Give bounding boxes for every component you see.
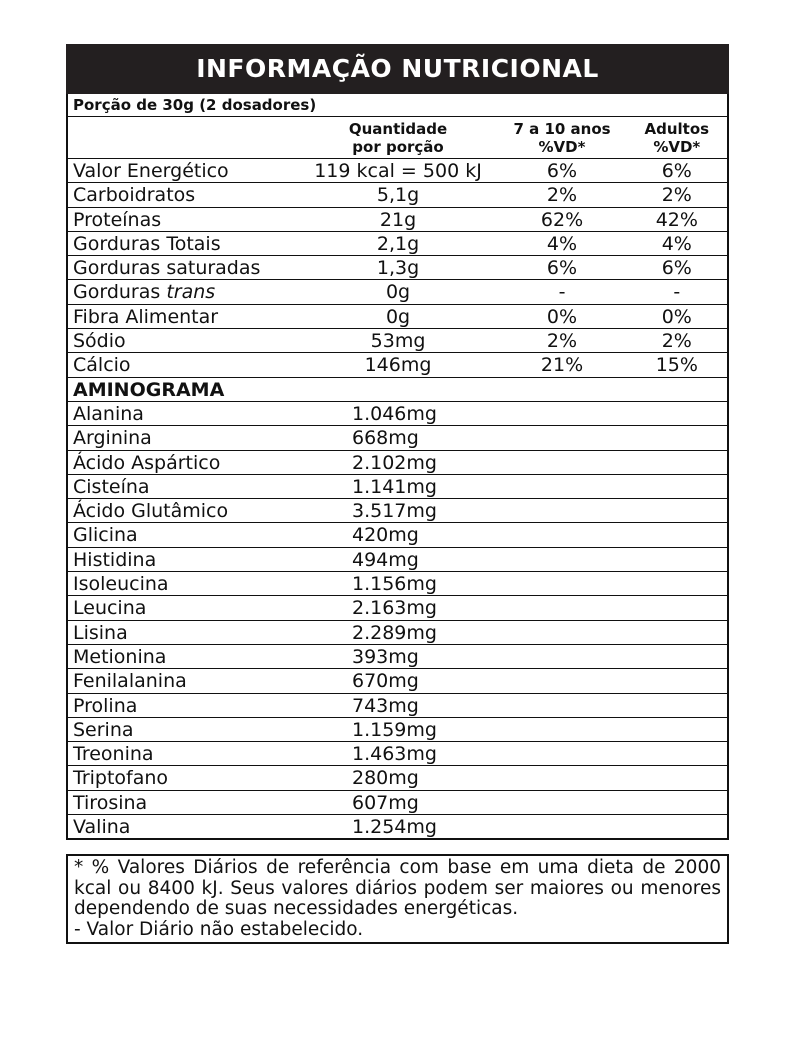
aminogram-row [68, 644, 727, 668]
aminogram-row [68, 741, 727, 765]
nutrient-vd-kids: 0% [546, 305, 578, 328]
nutrient-quantity: 146mg [364, 354, 432, 377]
aminogram-row [68, 450, 727, 474]
nutrient-quantity: 0g [385, 305, 411, 328]
nutrient-row [68, 255, 727, 279]
nutrient-vd-adults: 15% [655, 354, 698, 377]
amino-name: Lisina [73, 621, 128, 644]
header-adults-line2: %VD* [653, 137, 701, 156]
nutrient-vd-kids: 4% [546, 232, 578, 255]
aminogram-row [68, 668, 727, 692]
portion-row [68, 94, 727, 116]
amino-quantity: 420mg [352, 524, 419, 547]
nutrient-row [68, 158, 727, 182]
nutrient-vd-kids: 62% [540, 208, 584, 231]
header-quantity [299, 117, 498, 158]
amino-name: Metionina [73, 645, 167, 668]
amino-quantity: 1.254mg [352, 816, 437, 839]
header-blank [68, 117, 299, 158]
nutrient-vd-adults: - [673, 281, 681, 304]
amino-quantity: 280mg [352, 767, 419, 790]
amino-quantity: 494mg [352, 548, 419, 571]
nutrient-row [68, 328, 727, 352]
nutrient-name: Cálcio [73, 354, 131, 377]
aminogram-row [68, 474, 727, 498]
aminogram-row [68, 790, 727, 814]
nutrient-quantity: 1,3g [376, 257, 420, 280]
nutrient-vd-kids: - [558, 281, 566, 304]
aminogram-row [68, 522, 727, 546]
nutrition-label [66, 44, 729, 944]
amino-quantity: 670mg [352, 670, 419, 693]
aminogram-heading: AMINOGRAMA [73, 378, 225, 401]
nutrient-vd-adults: 0% [661, 305, 692, 328]
nutrient-name-base: Gorduras [73, 281, 167, 304]
footnote-not-established: - Valor Diário não estabelecido. [74, 918, 364, 940]
footnote-box [66, 854, 729, 944]
header-adults-line1: Adultos [644, 119, 710, 138]
nutrient-row [68, 207, 727, 231]
header-quantity-line1: Quantidade [348, 119, 448, 138]
amino-quantity: 743mg [352, 694, 419, 717]
nutrient-quantity: 119 kcal = 500 kJ [314, 160, 482, 182]
aminogram-row [68, 595, 727, 619]
aminogram-row [68, 717, 727, 741]
nutrient-name [68, 280, 299, 303]
aminogram-row [68, 401, 727, 425]
header-row [68, 116, 727, 158]
amino-name: Alanina [73, 402, 144, 425]
nutrient-vd-adults: 4% [661, 232, 692, 255]
nutrient-name: Fibra Alimentar [73, 305, 219, 328]
nutrient-name: Proteínas [73, 208, 162, 231]
nutrient-vd-adults: 2% [661, 330, 692, 353]
amino-name: Serina [73, 718, 134, 741]
nutrient-name: Carboidratos [73, 184, 196, 207]
label-title: INFORMAÇÃO NUTRICIONAL [66, 44, 729, 94]
nutrient-name: Gorduras saturadas [73, 257, 261, 280]
header-kids-line1: 7 a 10 anos [513, 119, 611, 138]
nutrient-vd-kids: 2% [546, 330, 578, 353]
amino-quantity: 1.463mg [352, 743, 437, 766]
aminogram-row [68, 814, 727, 838]
nutrient-vd-kids: 6% [546, 160, 578, 182]
aminogram-row [68, 498, 727, 522]
nutrient-vd-adults: 6% [661, 257, 692, 280]
nutrient-vd-adults: 2% [661, 184, 692, 207]
nutrient-name: Gorduras Totais [73, 232, 221, 255]
nutrient-quantity: 2,1g [376, 232, 420, 255]
nutrient-row [68, 231, 727, 255]
nutrient-quantity: 5,1g [376, 184, 420, 207]
nutrient-row [68, 352, 727, 376]
nutrient-quantity: 53mg [370, 330, 426, 353]
nutrient-row [68, 304, 727, 328]
amino-name: Leucina [73, 597, 147, 620]
amino-name: Valina [73, 816, 131, 839]
amino-quantity: 393mg [352, 645, 419, 668]
portion-text: Porção de 30g (2 dosadores) [73, 96, 317, 114]
nutrient-quantity: 21g [379, 208, 417, 231]
nutrient-vd-adults: 42% [655, 208, 698, 231]
amino-name: Prolina [73, 694, 138, 717]
header-quantity-line2: por porção [352, 137, 444, 156]
amino-name: Ácido Aspártico [73, 451, 221, 474]
header-adults [627, 117, 727, 158]
nutrient-name-italic: trans [166, 281, 216, 304]
amino-name: Ácido Glutâmico [73, 500, 229, 523]
aminogram-row [68, 425, 727, 449]
amino-quantity: 2.289mg [352, 621, 437, 644]
amino-name: Arginina [73, 427, 152, 450]
nutrient-name: Sódio [73, 330, 126, 353]
nutrient-vd-kids: 2% [546, 184, 578, 207]
footnote-reference: * % Valores Diários de referência com base em uma dieta de 2000 kcal ou 8400 kJ. Seus valores diários podem ser maiores ou menores dependendo de suas necessidades energéticas. [74, 857, 721, 920]
amino-quantity: 2.102mg [352, 451, 437, 474]
nutrient-name: Valor Energético [73, 160, 229, 182]
aminogram-row [68, 571, 727, 595]
aminogram-row [68, 693, 727, 717]
nutrient-quantity: 0g [385, 281, 411, 304]
amino-name: Cisteína [73, 475, 150, 498]
amino-name: Glicina [73, 524, 138, 547]
amino-name: Isoleucina [73, 573, 169, 596]
aminogram-row [68, 547, 727, 571]
nutrient-rows [68, 158, 727, 377]
amino-name: Triptofano [73, 767, 169, 790]
nutrient-row [68, 279, 727, 303]
amino-quantity: 607mg [352, 791, 419, 814]
amino-quantity: 1.159mg [352, 718, 437, 741]
amino-quantity: 1.141mg [352, 475, 437, 498]
amino-quantity: 1.046mg [352, 402, 437, 425]
amino-name: Tirosina [73, 791, 148, 814]
header-kids-line2: %VD* [538, 137, 586, 156]
aminogram-heading-row [68, 377, 727, 401]
amino-name: Histidina [73, 548, 157, 571]
amino-quantity: 2.163mg [352, 597, 437, 620]
aminogram-row [68, 620, 727, 644]
amino-quantity: 3.517mg [352, 500, 437, 523]
amino-quantity: 1.156mg [352, 573, 437, 596]
amino-name: Treonina [73, 743, 154, 766]
nutrition-table [66, 94, 729, 840]
nutrient-vd-kids: 21% [540, 354, 584, 377]
amino-name: Fenilalanina [73, 670, 187, 693]
aminogram-row [68, 765, 727, 789]
nutrient-vd-kids: 6% [546, 257, 578, 280]
nutrient-row [68, 182, 727, 206]
amino-quantity: 668mg [352, 427, 419, 450]
nutrient-vd-adults: 6% [661, 160, 692, 182]
aminogram-rows [68, 401, 727, 838]
header-kids [497, 117, 626, 158]
